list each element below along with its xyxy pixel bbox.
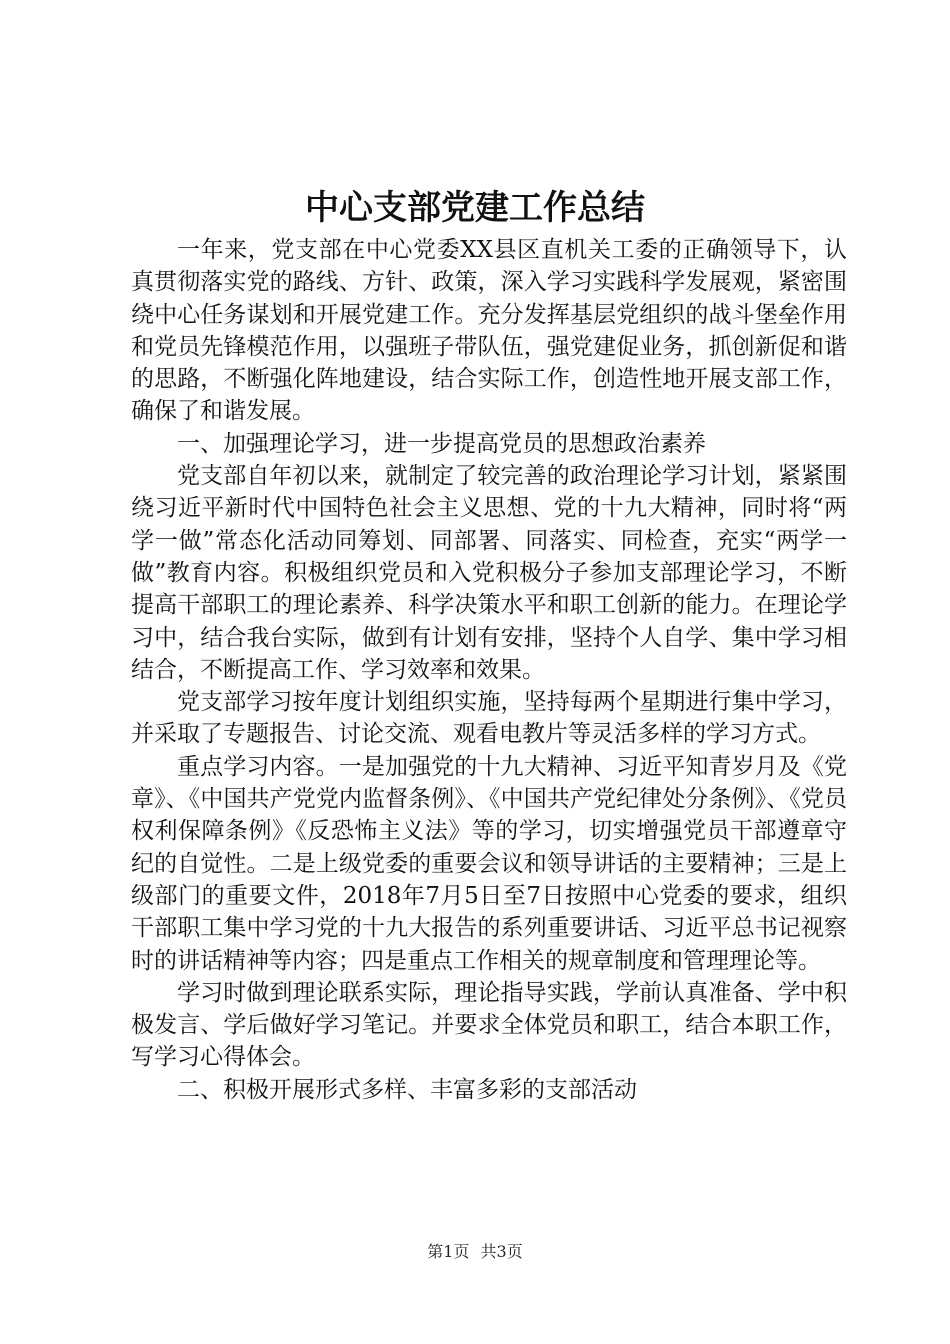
paragraph-study-schedule: 党支部学习按年度计划组织实施，坚持每两个星期进行集中学习，并采取了专题报告、讨论交流、观看电教片等灵活多样的学习方式。	[131, 689, 847, 748]
page-total: 共3页	[480, 1242, 523, 1261]
section-heading-2: 二、积极开展形式多样、丰富多彩的支部活动	[177, 1076, 637, 1103]
paragraph-intro: 一年来，党支部在中心党委XX县区直机关工委的正确领导下，认真贯彻落实党的路线、方针、政策，深入学习实践科学发展观，紧密围绕中心任务谋划和开展党建工作。充分发挥基层党组织的战斗堡垒作用和党员先锋模范作用，以强班子带队伍，强党建促业务，抓创新促和谐的思路，不断强化阵地建设，结合实际工作，创造性地开展支部工作，确保了和谐发展。	[131, 237, 847, 425]
page-title: 中心支部党建工作总结	[305, 188, 645, 228]
page-number: 第1页	[427, 1242, 470, 1261]
paragraph-study-plan: 党支部自年初以来，就制定了较完善的政治理论学习计划，紧紧围绕习近平新时代中国特色社会主义思想、党的十九大精神，同时将“两学一做”常态化活动同筹划、同部署、同落实、同检查，充实“两学一做”教育内容。积极组织党员和入党积极分子参加支部理论学习，不断提高干部职工的理论素养、科学决策水平和职工创新的能力。在理论学习中，结合我台实际，做到有计划有安排，坚持个人自学、集中学习相结合，不断提高工作、学习效率和效果。	[131, 463, 847, 683]
page-footer	[0, 1240, 950, 1264]
section-heading-1: 一、加强理论学习，进一步提高党员的思想政治素养	[177, 430, 706, 457]
paragraph-study-practice: 学习时做到理论联系实际，理论指导实践，学前认真准备、学中积极发言、学后做好学习笔记。并要求全体党员和职工，结合本职工作，写学习心得体会。	[131, 979, 847, 1071]
paragraph-key-content: 重点学习内容。一是加强党的十九大精神、习近平知青岁月及《党章》、《中国共产党党内监督条例》、《中国共产党纪律处分条例》、《党员权利保障条例》《反恐怖主义法》等的学习，切实增强党员干部遵章守纪的自觉性。二是上级党委的重要会议和领导讲话的主要精神；三是上级部门的重要文件，2018年7月5日至7日按照中心党委的要求，组织干部职工集中学习党的十九大报告的系列重要讲话、习近平总书记视察时的讲话精神等内容；四是重点工作相关的规章制度和管理理论等。	[131, 753, 847, 974]
document-body	[131, 234, 847, 1106]
